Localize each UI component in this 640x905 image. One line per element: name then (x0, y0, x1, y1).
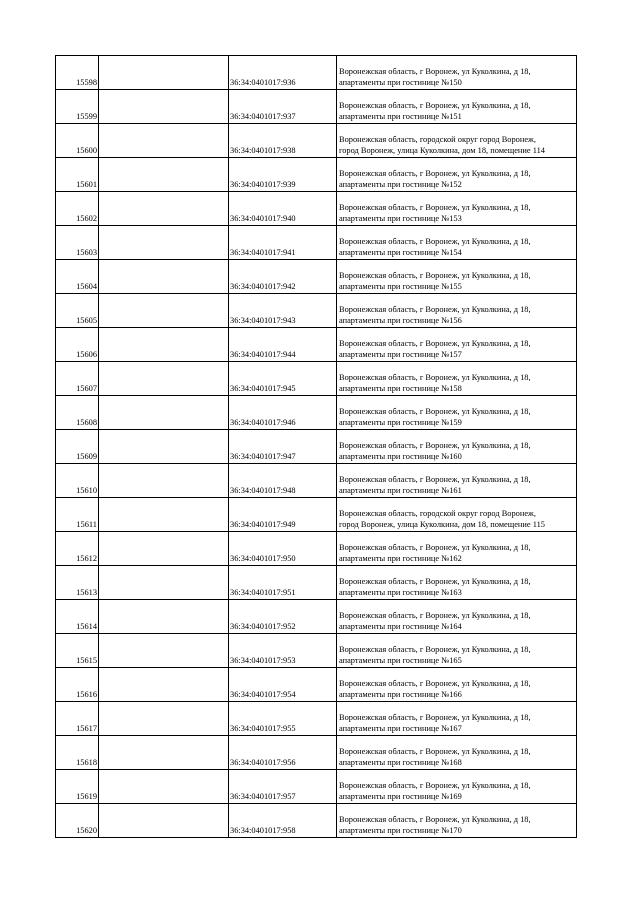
address-line-2: апартаменты при гостинице №161 (339, 486, 462, 495)
address-cell (337, 702, 577, 736)
address-line-2: апартаменты при гостинице №151 (339, 112, 462, 121)
address-cell (337, 328, 577, 362)
table-row (56, 702, 577, 736)
address-line-1: Воронежская область, г Воронеж, ул Куколкина, д 18, (339, 305, 531, 314)
cadastral-number-cell: 36:34:0401017:941 (229, 226, 337, 260)
address-line-1: Воронежская область, г Воронеж, ул Куколкина, д 18, (339, 747, 531, 756)
table-row (56, 804, 577, 838)
row-number-cell: 15598 (56, 56, 99, 90)
address-cell (337, 56, 577, 90)
empty-cell (99, 770, 229, 804)
empty-cell (99, 158, 229, 192)
empty-cell (99, 192, 229, 226)
address-cell (337, 532, 577, 566)
address-cell (337, 736, 577, 770)
table-row (56, 464, 577, 498)
empty-cell (99, 702, 229, 736)
empty-cell (99, 260, 229, 294)
address-line-1: Воронежская область, г Воронеж, ул Куколкина, д 18, (339, 169, 531, 178)
table-row (56, 362, 577, 396)
cadastral-number-cell: 36:34:0401017:958 (229, 804, 337, 838)
table-row (56, 158, 577, 192)
address-line-2: апартаменты при гостинице №165 (339, 656, 462, 665)
empty-cell (99, 226, 229, 260)
address-line-2: апартаменты при гостинице №158 (339, 384, 462, 393)
empty-cell (99, 668, 229, 702)
address-cell (337, 498, 577, 532)
address-line-1: Воронежская область, г Воронеж, ул Куколкина, д 18, (339, 475, 531, 484)
cadastral-number-cell: 36:34:0401017:948 (229, 464, 337, 498)
address-cell (337, 260, 577, 294)
address-line-2: город Воронеж, улица Куколкина, дом 18, помещение 114 (339, 146, 545, 155)
address-cell (337, 396, 577, 430)
empty-cell (99, 396, 229, 430)
row-number-cell: 15607 (56, 362, 99, 396)
row-number-cell: 15611 (56, 498, 99, 532)
address-cell (337, 158, 577, 192)
address-line-1: Воронежская область, г Воронеж, ул Куколкина, д 18, (339, 781, 531, 790)
row-number-cell: 15616 (56, 668, 99, 702)
empty-cell (99, 736, 229, 770)
row-number-cell: 15618 (56, 736, 99, 770)
address-line-1: Воронежская область, городской округ город Воронеж, (339, 509, 536, 518)
table-row (56, 600, 577, 634)
cadastral-number-cell: 36:34:0401017:937 (229, 90, 337, 124)
row-number-cell: 15604 (56, 260, 99, 294)
row-number-cell: 15617 (56, 702, 99, 736)
table-row (56, 532, 577, 566)
address-cell (337, 294, 577, 328)
address-line-2: апартаменты при гостинице №160 (339, 452, 462, 461)
row-number-cell: 15620 (56, 804, 99, 838)
row-number-cell: 15609 (56, 430, 99, 464)
cadastral-number-cell: 36:34:0401017:957 (229, 770, 337, 804)
address-line-1: Воронежская область, г Воронеж, ул Куколкина, д 18, (339, 373, 531, 382)
address-cell (337, 668, 577, 702)
row-number-cell: 15610 (56, 464, 99, 498)
address-line-1: Воронежская область, г Воронеж, ул Куколкина, д 18, (339, 271, 531, 280)
table-row (56, 226, 577, 260)
table-row (56, 192, 577, 226)
address-line-1: Воронежская область, г Воронеж, ул Куколкина, д 18, (339, 611, 531, 620)
table-row (56, 328, 577, 362)
address-cell (337, 464, 577, 498)
table-row (56, 770, 577, 804)
address-line-1: Воронежская область, г Воронеж, ул Куколкина, д 18, (339, 543, 531, 552)
table-row (56, 90, 577, 124)
address-line-2: апартаменты при гостинице №159 (339, 418, 462, 427)
empty-cell (99, 124, 229, 158)
address-cell (337, 566, 577, 600)
address-line-2: апартаменты при гостинице №154 (339, 248, 462, 257)
address-line-1: Воронежская область, г Воронеж, ул Куколкина, д 18, (339, 645, 531, 654)
registry-table (55, 55, 577, 838)
empty-cell (99, 362, 229, 396)
empty-cell (99, 498, 229, 532)
cadastral-number-cell: 36:34:0401017:940 (229, 192, 337, 226)
address-line-1: Воронежская область, г Воронеж, ул Куколкина, д 18, (339, 203, 531, 212)
address-line-2: апартаменты при гостинице №155 (339, 282, 462, 291)
cadastral-number-cell: 36:34:0401017:953 (229, 634, 337, 668)
empty-cell (99, 430, 229, 464)
address-line-2: апартаменты при гостинице №157 (339, 350, 462, 359)
table-row (56, 498, 577, 532)
address-line-2: апартаменты при гостинице №169 (339, 792, 462, 801)
address-line-2: апартаменты при гостинице №162 (339, 554, 462, 563)
empty-cell (99, 532, 229, 566)
row-number-cell: 15608 (56, 396, 99, 430)
address-line-1: Воронежская область, г Воронеж, ул Куколкина, д 18, (339, 577, 531, 586)
cadastral-number-cell: 36:34:0401017:956 (229, 736, 337, 770)
table-row (56, 566, 577, 600)
address-cell (337, 430, 577, 464)
cadastral-number-cell: 36:34:0401017:949 (229, 498, 337, 532)
address-line-1: Воронежская область, г Воронеж, ул Куколкина, д 18, (339, 407, 531, 416)
address-line-2: апартаменты при гостинице №152 (339, 180, 462, 189)
address-cell (337, 600, 577, 634)
address-line-1: Воронежская область, г Воронеж, ул Куколкина, д 18, (339, 237, 531, 246)
address-line-1: Воронежская область, г Воронеж, ул Куколкина, д 18, (339, 339, 531, 348)
address-line-2: апартаменты при гостинице №163 (339, 588, 462, 597)
row-number-cell: 15615 (56, 634, 99, 668)
table-row (56, 396, 577, 430)
address-cell (337, 804, 577, 838)
table-row (56, 736, 577, 770)
address-line-2: апартаменты при гостинице №166 (339, 690, 462, 699)
address-line-2: апартаменты при гостинице №168 (339, 758, 462, 767)
address-cell (337, 362, 577, 396)
address-line-2: апартаменты при гостинице №150 (339, 78, 462, 87)
address-line-2: апартаменты при гостинице №153 (339, 214, 462, 223)
table-row (56, 634, 577, 668)
row-number-cell: 15600 (56, 124, 99, 158)
table-row (56, 56, 577, 90)
cadastral-number-cell: 36:34:0401017:938 (229, 124, 337, 158)
address-line-1: Воронежская область, г Воронеж, ул Куколкина, д 18, (339, 101, 531, 110)
address-cell (337, 192, 577, 226)
address-line-1: Воронежская область, г Воронеж, ул Куколкина, д 18, (339, 441, 531, 450)
cadastral-number-cell: 36:34:0401017:945 (229, 362, 337, 396)
cadastral-number-cell: 36:34:0401017:944 (229, 328, 337, 362)
address-line-1: Воронежская область, г Воронеж, ул Куколкина, д 18, (339, 67, 531, 76)
address-line-2: апартаменты при гостинице №167 (339, 724, 462, 733)
address-line-1: Воронежская область, г Воронеж, ул Куколкина, д 18, (339, 815, 531, 824)
empty-cell (99, 56, 229, 90)
empty-cell (99, 464, 229, 498)
cadastral-number-cell: 36:34:0401017:947 (229, 430, 337, 464)
cadastral-number-cell: 36:34:0401017:951 (229, 566, 337, 600)
row-number-cell: 15601 (56, 158, 99, 192)
cadastral-number-cell: 36:34:0401017:955 (229, 702, 337, 736)
cadastral-number-cell: 36:34:0401017:954 (229, 668, 337, 702)
row-number-cell: 15619 (56, 770, 99, 804)
row-number-cell: 15612 (56, 532, 99, 566)
cadastral-number-cell: 36:34:0401017:936 (229, 56, 337, 90)
row-number-cell: 15602 (56, 192, 99, 226)
address-line-2: город Воронеж, улица Куколкина, дом 18, помещение 115 (339, 520, 545, 529)
address-cell (337, 770, 577, 804)
cadastral-number-cell: 36:34:0401017:942 (229, 260, 337, 294)
empty-cell (99, 328, 229, 362)
empty-cell (99, 90, 229, 124)
row-number-cell: 15599 (56, 90, 99, 124)
row-number-cell: 15605 (56, 294, 99, 328)
address-cell (337, 124, 577, 158)
address-cell (337, 90, 577, 124)
empty-cell (99, 566, 229, 600)
address-cell (337, 226, 577, 260)
empty-cell (99, 634, 229, 668)
address-line-1: Воронежская область, г Воронеж, ул Куколкина, д 18, (339, 713, 531, 722)
address-line-2: апартаменты при гостинице №156 (339, 316, 462, 325)
empty-cell (99, 804, 229, 838)
address-line-2: апартаменты при гостинице №164 (339, 622, 462, 631)
row-number-cell: 15613 (56, 566, 99, 600)
address-line-2: апартаменты при гостинице №170 (339, 826, 462, 835)
address-line-1: Воронежская область, г Воронеж, ул Куколкина, д 18, (339, 679, 531, 688)
cadastral-number-cell: 36:34:0401017:952 (229, 600, 337, 634)
address-cell (337, 634, 577, 668)
table-row (56, 124, 577, 158)
table-row (56, 668, 577, 702)
address-line-1: Воронежская область, городской округ город Воронеж, (339, 135, 536, 144)
cadastral-number-cell: 36:34:0401017:939 (229, 158, 337, 192)
empty-cell (99, 294, 229, 328)
table-row (56, 430, 577, 464)
empty-cell (99, 600, 229, 634)
row-number-cell: 15603 (56, 226, 99, 260)
table-row (56, 294, 577, 328)
row-number-cell: 15606 (56, 328, 99, 362)
cadastral-number-cell: 36:34:0401017:946 (229, 396, 337, 430)
table-row (56, 260, 577, 294)
cadastral-number-cell: 36:34:0401017:950 (229, 532, 337, 566)
cadastral-number-cell: 36:34:0401017:943 (229, 294, 337, 328)
row-number-cell: 15614 (56, 600, 99, 634)
registry-table-body (56, 56, 577, 838)
